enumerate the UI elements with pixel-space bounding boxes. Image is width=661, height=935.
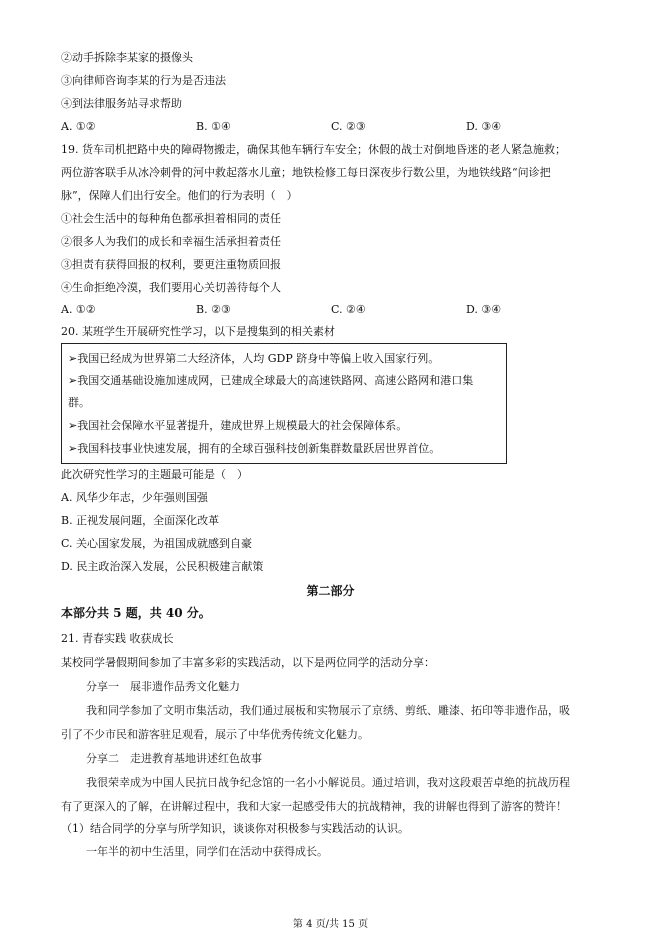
part-two-intro: 本部分共 5 题，共 40 分。 bbox=[61, 606, 211, 620]
q20-material-2: ➢我国交通基础设施加速成网，已建成全球最大的高速铁路网、高速公路网和港口集 bbox=[68, 374, 474, 387]
q19-choice-d: D. ③④ bbox=[466, 303, 502, 316]
q20-stem: 20. 某班学生开展研究性学习，以下是搜集到的相关素材 bbox=[61, 325, 335, 338]
q19-option-3: ③担责有获得回报的权利，要更注重物质回报 bbox=[61, 258, 281, 271]
q19-option-2: ②很多人为我们的成长和幸福生活承担着责任 bbox=[61, 235, 281, 248]
q21-title: 21. 青春实践 收获成长 bbox=[61, 632, 174, 645]
q21-sub-question-1: （1）结合同学的分享与所学知识，谈谈你对积极参与实践活动的认识。 bbox=[61, 822, 409, 835]
q19-option-1: ①社会生活中的每种角色都承担着相同的责任 bbox=[61, 212, 281, 225]
q19-choice-b: B. ②③ bbox=[196, 303, 231, 316]
q20-material-1: ➢我国已经成为世界第二大经济体，人均 GDP 跻身中等偏上收入国家行列。 bbox=[68, 352, 440, 365]
q18-choice-b: B. ①④ bbox=[196, 120, 231, 133]
share-two-title: 分享二 走进教育基地讲述红色故事 bbox=[86, 752, 262, 765]
page-footer: 第 4 页/共 15 页 bbox=[292, 919, 369, 930]
q18-option-2: ②动手拆除李某家的摄像头 bbox=[61, 51, 193, 64]
q19-stem-line-3: 脉”，保障人们出行安全。他们的行为表明（ ） bbox=[61, 189, 298, 202]
share-one-text-line-1: 我和同学参加了文明市集活动，我们通过展板和实物展示了京绣、剪纸、雕漆、拓印等非遗作品，吸 bbox=[86, 704, 570, 717]
q18-choice-c: C. ②③ bbox=[331, 120, 366, 133]
share-two-text-line-2: 有了更深入的了解，在讲解过程中，我和大家一起感受伟大的抗战精神，我的讲解也得到了游客的赞许！ bbox=[61, 800, 567, 813]
q18-choice-a: A. ①② bbox=[61, 120, 96, 133]
q20-question: 此次研究性学习的主题最可能是（ ） bbox=[61, 468, 248, 481]
q19-stem-line-2: 两位游客联手从冰冷刺骨的河中救起落水儿童；地铁检修工每日深夜步行数公里，为地铁线路“问诊把 bbox=[61, 166, 551, 179]
share-one-text-line-2: 引了不少市民和游客驻足观看，展示了中华优秀传统文化魅力。 bbox=[61, 728, 369, 741]
q20-material-3: ➢我国社会保障水平显著提升，建成世界上规模最大的社会保障体系。 bbox=[68, 419, 408, 432]
q19-option-4: ④生命拒绝冷漠，我们要用心关切善待每个人 bbox=[61, 281, 281, 294]
share-one-title: 分享一 展非遗作品秀文化魅力 bbox=[86, 680, 240, 693]
q20-material-4: ➢我国科技事业快速发展，拥有的全球百强科技创新集群数量跃居世界首位。 bbox=[68, 442, 441, 455]
q20-choice-a: A. 风华少年志，少年强则国强 bbox=[61, 491, 208, 504]
q20-choice-b: B. 正视发展问题，全面深化改革 bbox=[61, 514, 220, 527]
q18-option-4: ④到法律服务站寻求帮助 bbox=[61, 97, 182, 110]
q18-choice-d: D. ③④ bbox=[466, 120, 502, 133]
q19-choice-a: A. ①② bbox=[61, 303, 96, 316]
share-two-text-line-1: 我很荣幸成为中国人民抗日战争纪念馆的一名小小解说员。通过培训，我对这段艰苦卓绝的抗战历程 bbox=[86, 776, 570, 789]
part-two-title: 第二部分 bbox=[306, 584, 355, 598]
q20-choice-d: D. 民主政治深入发展，公民积极建言献策 bbox=[61, 560, 264, 573]
q20-material-box bbox=[61, 343, 507, 464]
q18-option-3: ③向律师咨询李某的行为是否违法 bbox=[61, 74, 226, 87]
q19-stem-line-1: 19. 货车司机把路中央的障碍物搬走，确保其他车辆行车安全；休假的战士对倒地昏迷的老人紧急施救； bbox=[61, 143, 566, 156]
q21-lead: 某校同学暑假期间参加了丰富多彩的实践活动，以下是两位同学的活动分享： bbox=[61, 656, 435, 669]
q19-choice-c: C. ②④ bbox=[331, 303, 366, 316]
q20-material-2-cont: 群。 bbox=[68, 396, 90, 409]
q20-choice-c: C. 关心国家发展，为祖国成就感到自豪 bbox=[61, 537, 253, 550]
q21-answer-line: 一年半的初中生活里，同学们在活动中获得成长。 bbox=[86, 845, 328, 858]
